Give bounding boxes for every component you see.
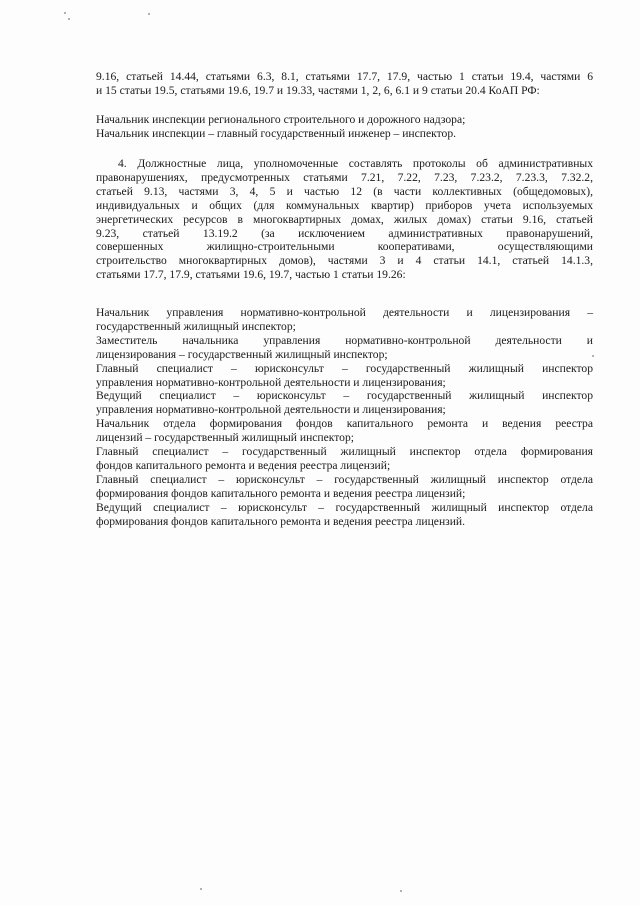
section-4-line: строительство многоквартирных домов), частями 3 и 4 статьи 14.1, статьей 14.1.3, <box>96 254 593 268</box>
section-4-line: индивидуальных и общих (для коммунальных квартир) приборов учета используемых <box>96 198 593 212</box>
section-4-line: совершенных жилищно-строительными кооперативами, осуществляющими <box>96 240 593 254</box>
scan-speck <box>64 12 66 14</box>
official-entry: Начальник инспекции регионального строительного и дорожного надзора; <box>96 113 466 126</box>
official-entry-line: лицензий – государственный жилищный инспектор; <box>96 431 354 445</box>
official-entry-line: Начальник управления нормативно-контрольной деятельности и лицензирования – <box>96 306 593 319</box>
official-entry-line: Главный специалист – государственный жилищный инспектор отдела формирования <box>96 445 593 459</box>
section-4-line: статьями 17.7, 17.9, статьями 19.6, 19.7, частью 1 статьи 19.26: <box>96 268 406 282</box>
officials-list-1 <box>96 113 593 141</box>
intro-line: и 15 статьи 19.5, статьями 19.6, 19.7 и 19.33, частями 1, 2, 6, 6.1 и 9 статьи 20.4 КоАП РФ: <box>96 83 540 97</box>
official-entry: Начальник инспекции – главный государственный инженер – инспектор. <box>96 126 457 140</box>
official-entry-line: лицензирования – государственный жилищный инспектор; <box>96 347 388 361</box>
official-entry-line: Заместитель начальника управления нормативно-контрольной деятельности и <box>96 333 593 347</box>
official-entry-line: Главный специалист – юрисконсульт – государственный жилищный инспектор <box>96 361 593 375</box>
section-4-line: энергетических ресурсов в многоквартирных домах, жилых домах) статьи 9.16, статьей <box>96 212 593 226</box>
official-entry-line: Начальник отдела формирования фондов капитального ремонта и ведения реестра <box>96 417 593 431</box>
intro-paragraph <box>96 70 593 98</box>
officials-list-2 <box>96 306 593 529</box>
official-entry-line: государственный жилищный инспектор; <box>96 319 296 333</box>
official-entry-line: управления нормативно-контрольной деятельности и лицензирования; <box>96 375 446 389</box>
scan-speck <box>400 890 402 892</box>
official-entry-line: фондов капитального ремонта и ведения реестра лицензий; <box>96 458 391 472</box>
scan-speck <box>200 888 202 890</box>
section-4-line: правонарушениях, предусмотренных статьями 7.21, 7.22, 7.23, 7.23.2, 7.23.3, 7.32.2, <box>96 170 593 184</box>
official-entry-line: Ведущий специалист – юрисконсульт – государственный жилищный инспектор отдела <box>96 500 593 514</box>
official-entry-line: формирования фондов капитального ремонта и ведения реестра лицензий; <box>96 486 466 500</box>
official-entry-line: Главный специалист – юрисконсульт – государственный жилищный инспектор отдела <box>96 472 593 486</box>
section-4-line: статьей 9.13, частями 3, 4, 5 и частью 12 (в части коллективных (общедомовых), <box>96 184 593 198</box>
scan-speck <box>148 13 150 15</box>
official-entry-line: управления нормативно-контрольной деятельности и лицензирования; <box>96 403 446 417</box>
section-4-paragraph <box>96 157 593 282</box>
official-entry-line: Ведущий специалист – юрисконсульт – государственный жилищный инспектор <box>96 389 593 403</box>
section-4-line: 9.23, статьей 13.19.2 (за исключением административных правонарушений, <box>96 226 593 240</box>
scan-speck <box>68 18 70 20</box>
section-4-line: 4. Должностные лица, уполномоченные составлять протоколы об административных <box>118 157 593 170</box>
official-entry-line: формирования фондов капитального ремонта и ведения реестра лицензий. <box>96 514 466 528</box>
intro-line: 9.16, статьей 14.44, статьями 6.3, 8.1, статьями 17.7, 17.9, частью 1 статьи 19.4, частями 6 <box>96 70 593 83</box>
